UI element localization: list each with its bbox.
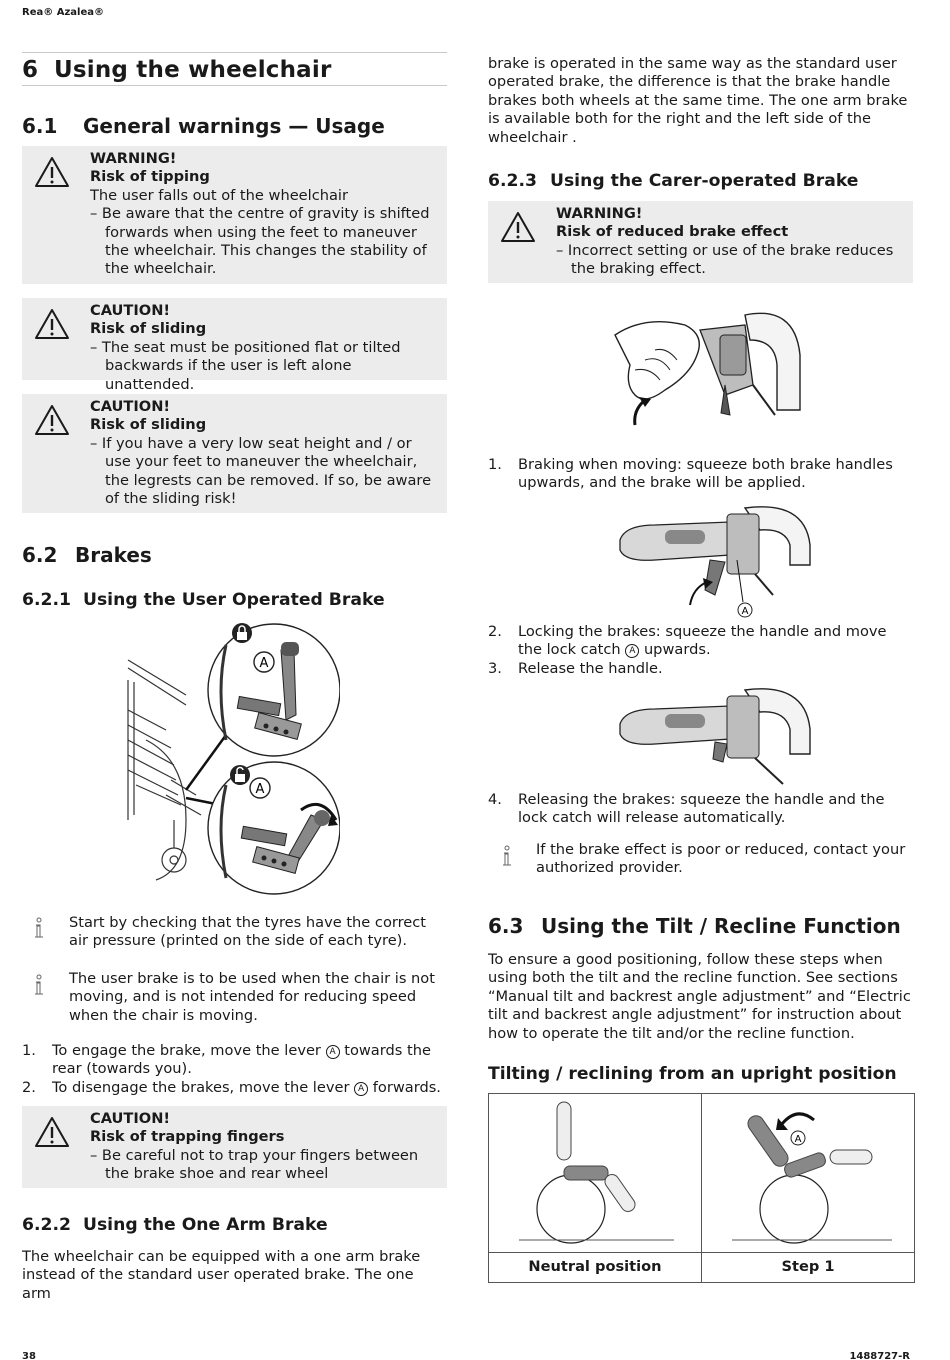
carer-brake-lock-illustration [615,500,815,620]
document-header: Rea® Azalea® [22,7,104,18]
warning-kind: WARNING! [90,150,177,167]
warning-bullet: – Incorrect setting or use of the brake reduces the braking effect. [556,241,894,278]
warning-risk: Risk of tipping [90,168,210,186]
marker-a: A [326,1045,340,1059]
warning-risk: Risk of reduced brake effect [556,223,789,241]
caution-kind: CAUTION! [90,1110,171,1127]
user-brake-illustration [126,620,340,900]
warning-triangle-icon [34,308,70,340]
section-6-2-2-heading: 6.2.2 Using the One Arm Brake [22,1215,328,1235]
heading-rule [22,85,447,86]
section-6-heading: 6 Using the wheelchair [22,57,332,83]
step1-position-diagram [702,1094,914,1252]
top-rule [22,52,447,53]
warning-triangle-icon [34,156,70,188]
section-6-3-heading: 6.3 Using the Tilt / Recline Function [488,914,901,938]
warning-triangle-icon [34,404,70,436]
caution-kind: CAUTION! [90,302,171,319]
warning-triangle-icon [500,211,536,243]
tilt-marker-a: A [794,1134,802,1145]
neutral-diagram-cell [489,1094,702,1253]
info-icon [500,845,514,869]
caution-bullet: – Be careful not to trap your fingers between the brake shoe and rear wheel [90,1146,419,1183]
info-user-brake: The user brake is to be used when the chair is not moving, and is not intended for reducing speed when the chair is moving. [69,970,435,1024]
marker-a: A [625,644,639,658]
caution-risk: Risk of sliding [90,320,207,338]
step-1-label: Step 1 [702,1253,915,1283]
tilt-subheading: Tilting / reclining from an upright position [488,1064,897,1084]
carer-brake-squeeze-illustration [605,295,805,445]
one-arm-paragraph: The wheelchair can be equipped with a one arm brake instead of the standard user operated brake. The one arm [22,1248,421,1302]
lever-marker-a: A [259,656,269,671]
document-id: 1488727-R [849,1351,910,1360]
caution-box-fingers [22,1106,447,1188]
caution-risk: Risk of sliding [90,416,207,434]
caution-bullet: – If you have a very low seat height and / or use your feet to maneuver the wheelchair, the legrests can be removed. If so, be aware of the sliding risk! [90,434,432,508]
caution-kind: CAUTION! [90,398,171,415]
tilt-paragraph: To ensure a good positioning, follow these steps when using both the tilt and the recline function. See sections “Manual tilt and backrest angle adjustment” and “Electric tilt and backrest angle adjustment” for instruction about how to operate the tilt and/or the recline function. [488,951,911,1042]
marker-a: A [354,1082,368,1096]
page-number: 38 [22,1351,36,1360]
neutral-position-diagram [489,1094,701,1252]
section-6-1-heading: 6.1 General warnings — Usage [22,114,385,138]
neutral-position-label: Neutral position [489,1253,702,1283]
warning-triangle-icon [34,1116,70,1148]
section-6-2-3-heading: 6.2.3 Using the Carer-operated Brake [488,171,859,191]
warning-box-brake-effect [488,201,913,283]
step1-diagram-cell [702,1094,915,1253]
tilt-steps-table [488,1093,915,1283]
info-tyre-pressure: Start by checking that the tyres have the correct air pressure (printed on the side of each tyre). [69,914,427,950]
info-icon [32,917,46,941]
one-arm-continued-paragraph: brake is operated in the same way as the standard user operated brake, the difference is that the brake handle brakes both wheels at the same time. The one arm brake is available both for the right and the left side of the wheelchair . [488,55,908,146]
caution-box-sliding-2 [22,394,447,513]
warning-kind: WARNING! [556,205,643,222]
info-brake-provider: If the brake effect is poor or reduced, contact your authorized provider. [536,841,906,877]
warning-line: The user falls out of the wheelchair [90,186,348,204]
warning-bullet: – Be aware that the centre of gravity is shifted forwards when using the feet to maneuver the wheelchair. This changes the stability of the wheelchair. [90,205,430,278]
warning-box-tipping [22,146,447,284]
lock-catch-marker-a: A [741,606,749,617]
carer-brake-release-illustration [615,684,815,789]
caution-bullet: – The seat must be positioned flat or tilted backwards if the user is left alone unattended. [90,338,401,393]
lever-marker-a: A [255,782,265,797]
info-icon [32,974,46,998]
caution-risk: Risk of trapping fingers [90,1128,285,1146]
section-6-2-heading: 6.2 Brakes [22,543,152,567]
section-6-2-1-heading: 6.2.1 Using the User Operated Brake [22,590,385,610]
caution-box-sliding-1 [22,298,447,393]
